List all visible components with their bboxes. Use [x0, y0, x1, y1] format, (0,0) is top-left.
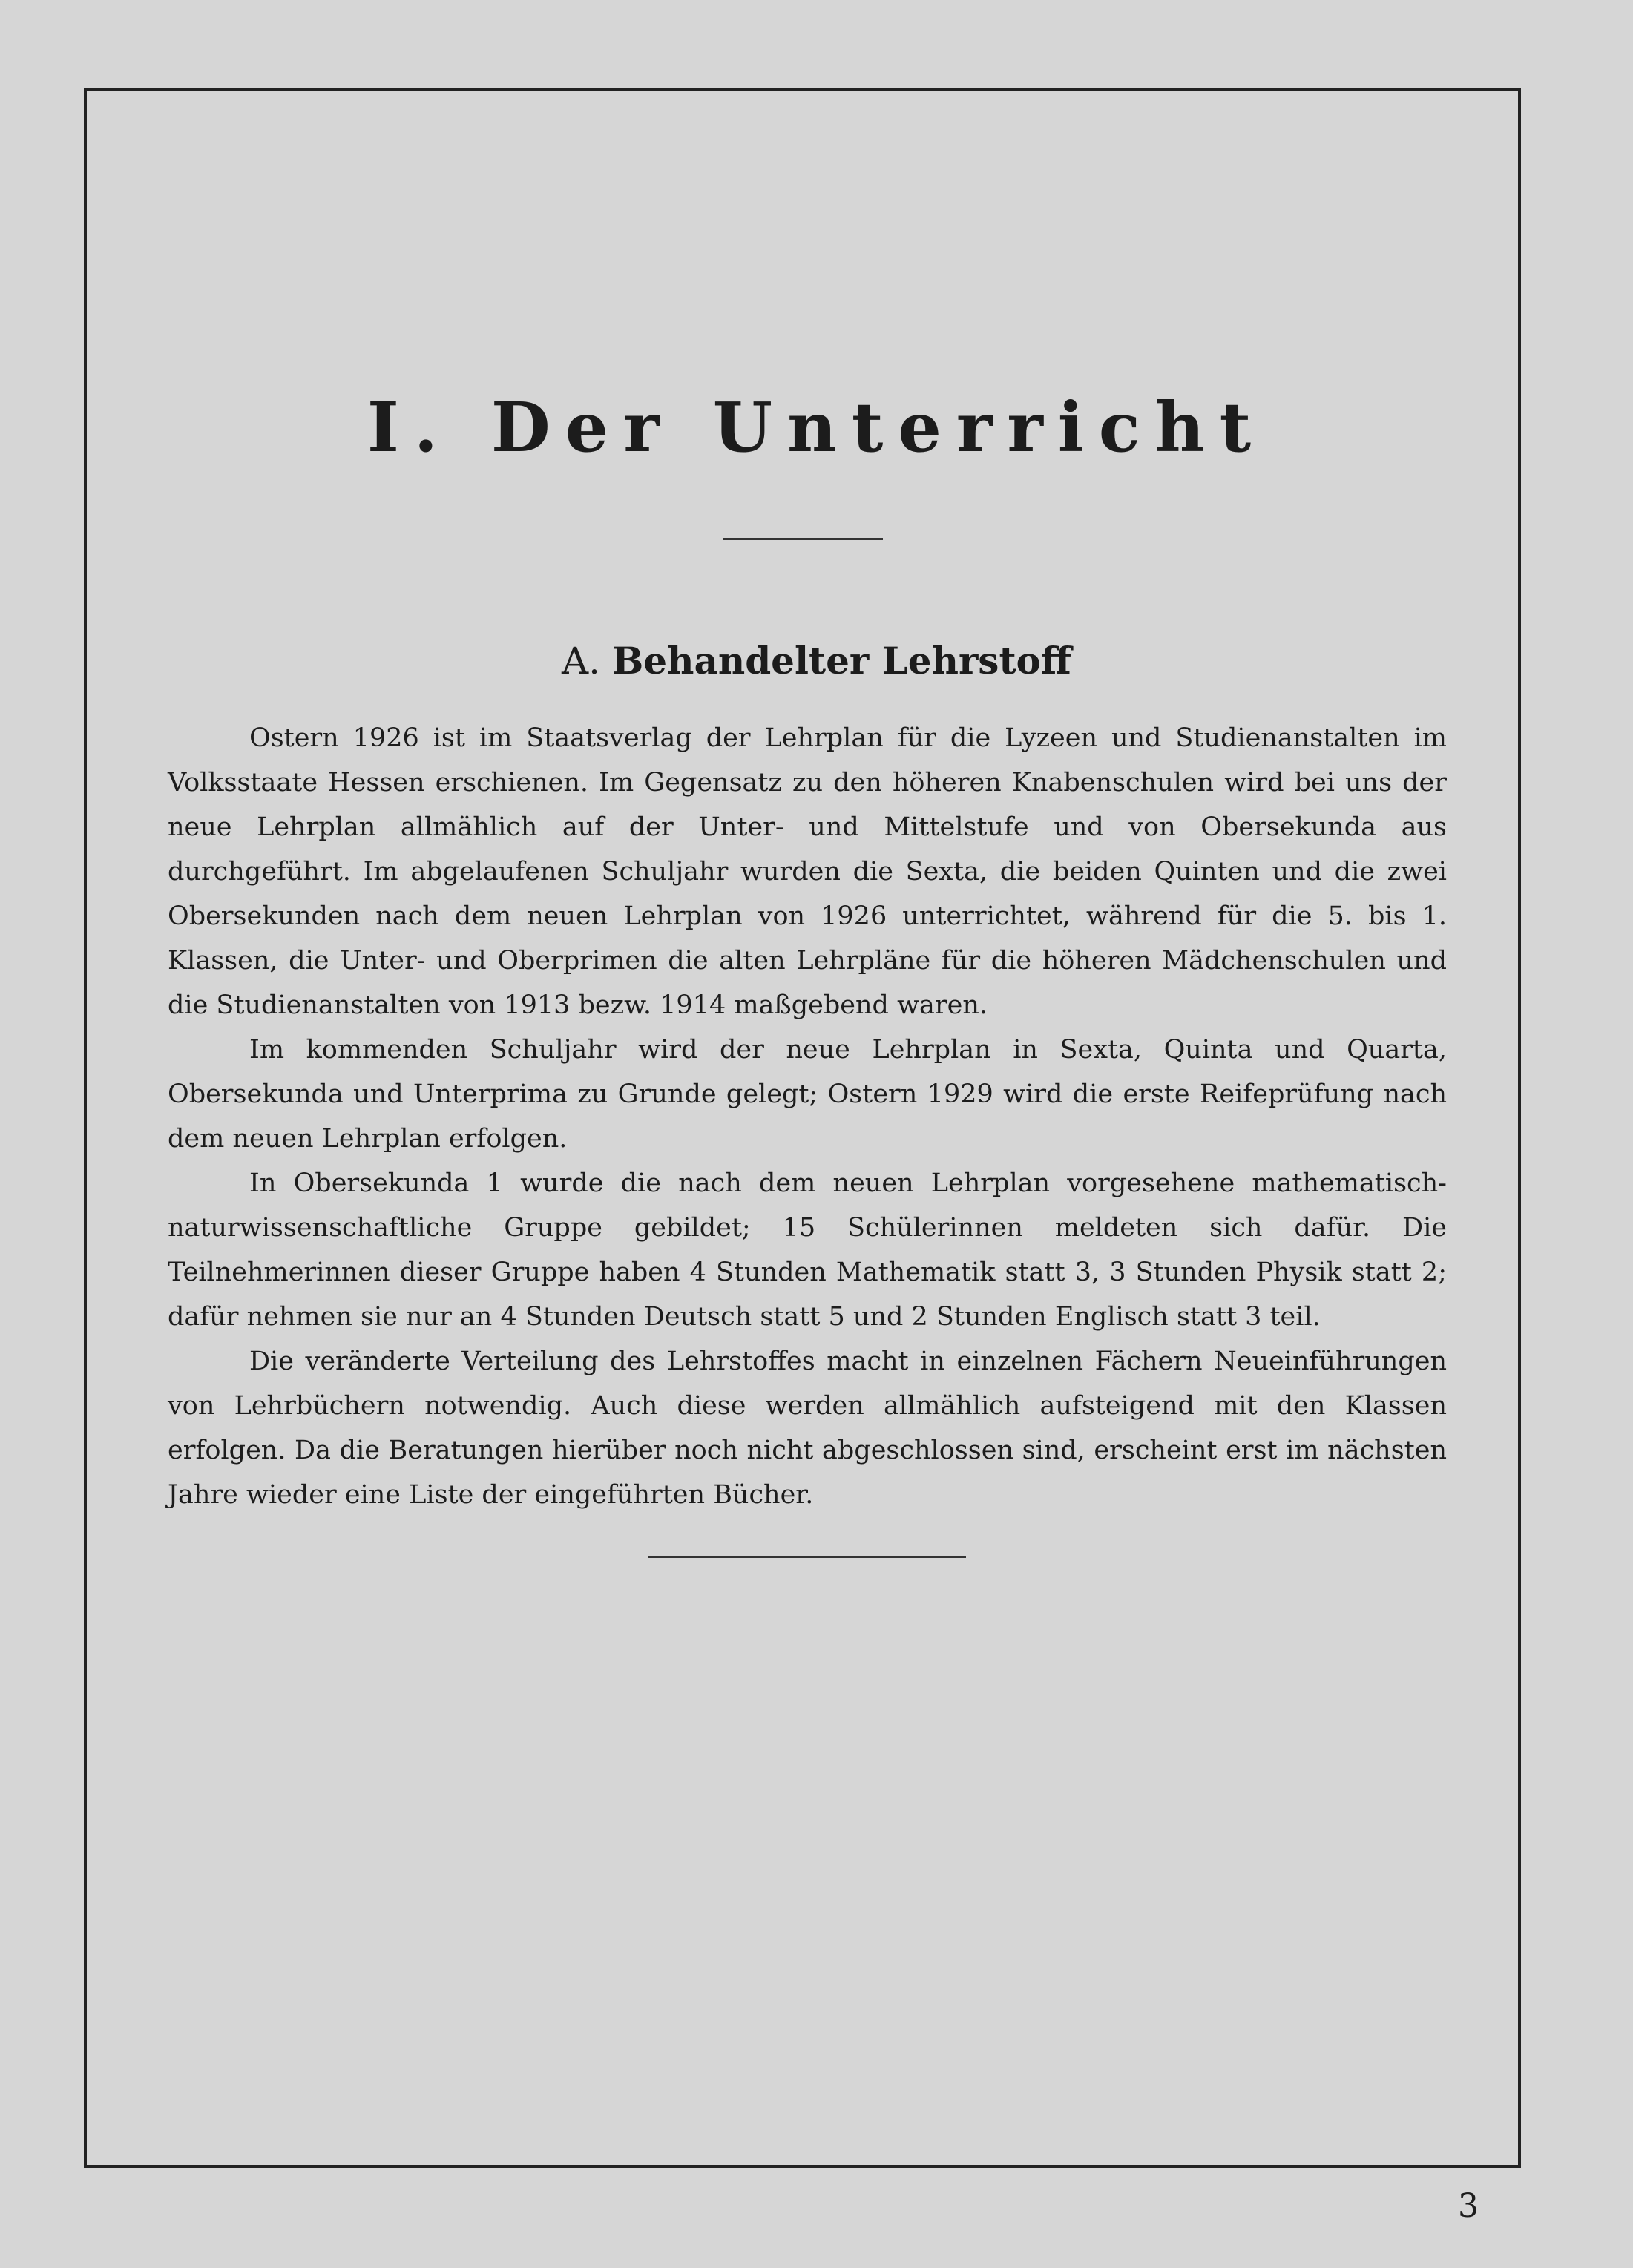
chapter-title: I. Der Unterricht — [367, 387, 1266, 467]
page-number: 3 — [1458, 2187, 1479, 2225]
paragraph: In Obersekunda 1 wurde die nach dem neuen Lehrplan vorgesehene mathematisch-naturwissenschaftliche Gruppe gebildet; 15 Schülerinnen meldeten sich dafür. Die Teilnehmerinnen dieser Gruppe haben 4 Stunden Mathematik statt 3, 3 Stunden Physik statt 2; dafür nehmen sie nur an 4 Stunden Deutsch statt 5 und 2 Stunden Englisch statt 3 teil. — [168, 1168, 1447, 1332]
end-divider-rule — [648, 1556, 966, 1558]
title-divider-rule — [723, 538, 883, 540]
section-title: Behandelter Lehrstoff — [612, 639, 1071, 683]
paragraph: Im kommenden Schuljahr wird der neue Lehrplan in Sexta, Quinta und Quarta, Obersekunda und Unterprima zu Grunde gelegt; Ostern 1929 wird die erste Reifeprüfung nach dem neuen Lehrplan erfolgen. — [168, 1035, 1447, 1154]
paragraph: Ostern 1926 ist im Staatsverlag der Lehrplan für die Lyzeen und Studienanstalten im Volksstaate Hessen erschienen. Im Gegensatz zu den höheren Knabenschulen wird bei uns der neue Lehrplan allmählich auf der Unter- und Mittelstufe und von Obersekunda aus durchgeführt. Im abgelaufenen Schuljahr wurden die Sexta, die beiden Quinten und die zwei Obersekunden nach dem neuen Lehrplan von 1926 unterrichtet, während für die 5. bis 1. Klassen, die Unter- und Oberprimen die alten Lehrpläne für die höheren Mädchenschulen und die Studienanstalten von 1913 bezw. 1914 maßgebend waren. — [168, 723, 1447, 1020]
body-text — [168, 716, 1447, 1517]
section-number: A. — [562, 640, 601, 683]
section-heading — [0, 639, 1633, 683]
paragraph: Die veränderte Verteilung des Lehrstoffes macht in einzelnen Fächern Neueinführungen von Lehrbüchern notwendig. Auch diese werden allmählich aufsteigend mit den Klassen erfolgen. Da die Beratungen hierüber noch nicht abgeschlossen sind, erscheint erst im nächsten Jahre wieder eine Liste der eingeführten Bücher. — [168, 1347, 1447, 1510]
